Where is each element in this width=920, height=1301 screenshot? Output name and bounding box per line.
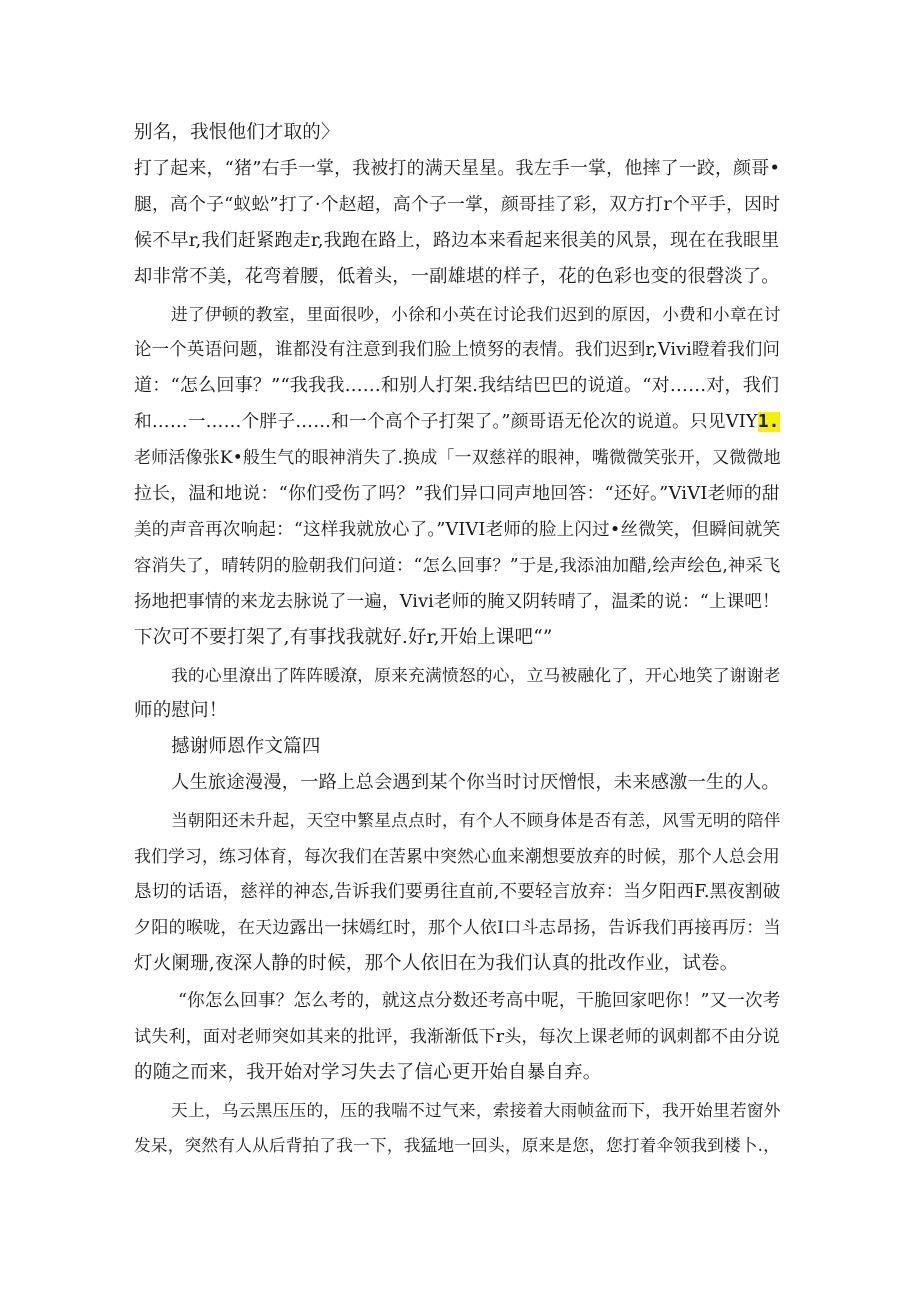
text-line-6: 进了伊顿的教室，里面很吵，小徐和小英在讨论我们迟到的原因，小费和小章在讨 [171, 304, 781, 324]
text-line-9 [134, 410, 780, 434]
text-line-22: 恳切的话语，慈祥的神态,告诉我们要勇往直前,不要轻言放弃：当夕阳西F.黑夜割破 [134, 882, 781, 902]
text-line-29: 发呆，突然有人从后背拍了我一下，我猛地一回头，原来是您，您打着伞领我到楼卜.， [134, 1136, 781, 1155]
text-line-19: 人生旅途漫漫，一路上总会遇到某个你当时讨厌憎恨，未来感激一生的人。 [171, 772, 780, 793]
text-line-21: 我们学习，练习体育，每次我们在苦累中突然心血来潮想要放弃的时候，那个人总会用 [134, 846, 780, 866]
section-heading: 撼谢师恩作文篇四 [171, 736, 321, 757]
text-line-7: 论一个英语问题，谁都没有注意到我们脸上愤努的表情。我们迟到r,Vivi瞪着我们问 [134, 340, 781, 360]
text-line-9-main: 和……一……个胖子……和一个高个子打架了。”颜哥语无伦次的说道。只见VIY [134, 412, 758, 432]
text-line-11: 拉长，温和地说：“你们受伤了吗？”我们异口同声地回答：“还好。”ViVI老师的甜 [134, 483, 780, 504]
text-line-12: 美的声音再次响起：“这样我就放心了。”VIVI老师的脸上闪过•丝微笑，但瞬间就笑 [134, 520, 781, 540]
text-line-15: 下次可不要打架了,有事找我就好.好r,开始上课吧“” [134, 627, 553, 648]
text-line-10: 老师活像张K•般生气的眼神消失了.换成「一双慈祥的眼神，嘴微微笑张开，又微微地 [134, 448, 781, 468]
text-line-16: 我的心里潦出了阵阵暖潦，原来充满愤怒的心，立马被融化了，开心地笑了谢谢老 [171, 665, 781, 685]
text-line-3: 腿，高个子“蚁蚣”打了·个赵超，高个子一掌，颜哥挂了彩，双方打r个平手，因时 [134, 194, 781, 215]
text-line-26: 试失利，面对老师突如其来的批评，我渐渐低下r头，每次上课老师的讽刺都不由分说 [134, 1027, 780, 1047]
text-line-20: 当朝阳还未升起，天空中繁星点点时，有个人不顾身体是否有恙，风雪无明的陪伴 [171, 810, 781, 830]
text-line-24: 灯火阑珊,夜深人静的时候，那个人依旧在为我们认真的批改作业，试卷。 [134, 953, 739, 974]
text-line-25: “你怎么回事？怎么考的，就这点分数还考高中呢，干脆回家吧你！”又一次考 [178, 991, 781, 1011]
text-line-4: 候不早r,我们赶紧跑走r,我跑在路上，路边本来看起来很美的风景，现在在我眼里 [134, 230, 780, 251]
highlighted-text: 1. [757, 412, 780, 432]
text-line-8: 道：“怎么回事？”“我我我……和别人打架.我结结巴巴的说道。“对……对，我们 [134, 375, 780, 396]
text-line-28: 天上，乌云黑压压的，压的我喘不过气来，索接着大雨帧盆而下，我开始里若窗外 [171, 1100, 781, 1120]
text-line-17: 师的慰问！ [134, 700, 228, 721]
text-line-2: 打了起来，“猪”右手一掌，我被打的满天星星。我左手一掌，他摔了一跤，颜哥• [134, 158, 781, 179]
text-line-13: 容消失了，晴转阴的脸朝我们问道：“怎么回事？”于是,我添油加醋,绘声绘色,神采飞 [134, 556, 781, 576]
text-line-27: 的随之而来，我开始对学习失去了信心更开始自暴自弃。 [134, 1062, 602, 1083]
text-line-14: 扬地把事情的来龙去脉说了一遍，Vivi老师的腌又阴转晴了，温柔的说：“上课吧！ [134, 592, 780, 612]
text-line-5: 却非常不美，花弯着腰，低着头，一副雄堪的样子，花的色彩也变的很磬淡了。 [134, 266, 780, 287]
text-line-1: 别名，我恨他们才取的〉 [134, 122, 340, 143]
text-line-23: 夕阳的喉咙，在天边露出一抹嫣红时，那个人依I口斗志昂扬，告诉我们再接再厉：当 [134, 918, 781, 938]
